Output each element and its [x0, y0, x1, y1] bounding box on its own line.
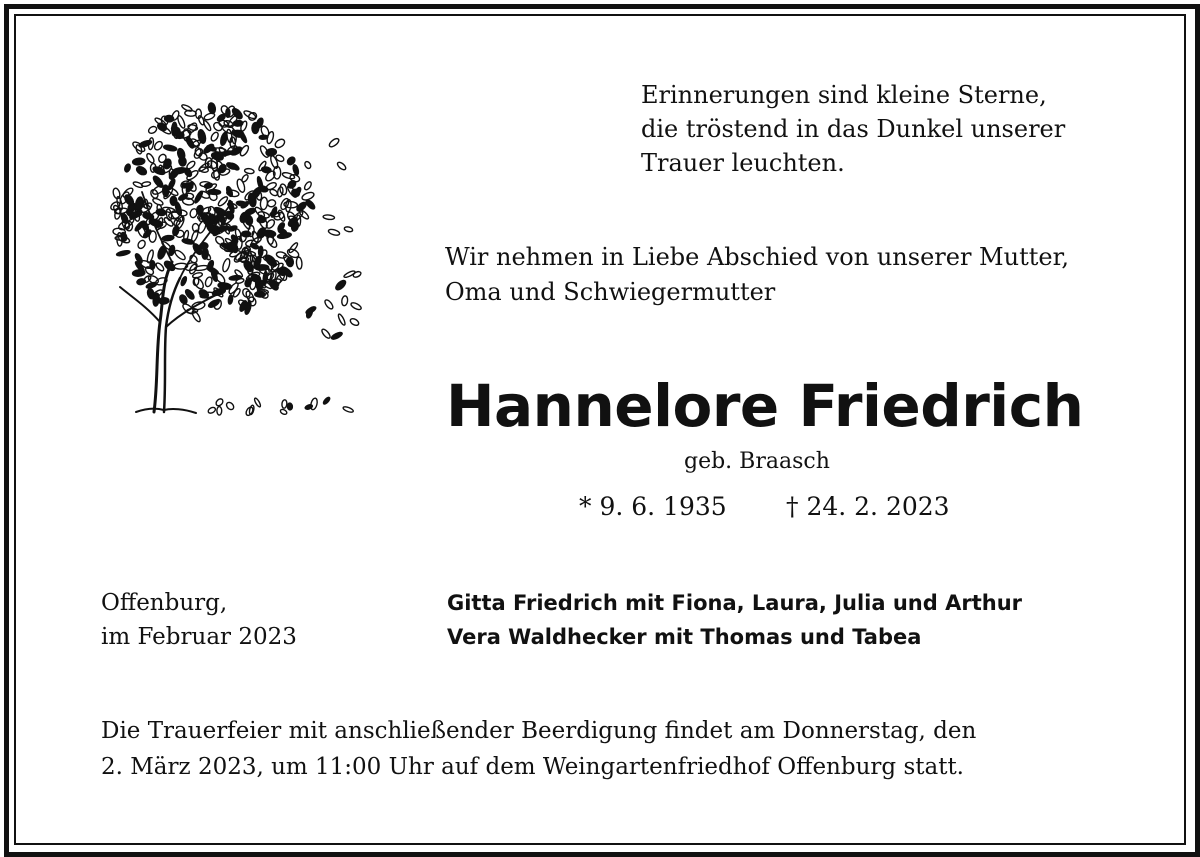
poem-line: Trauer leuchten. [641, 149, 845, 177]
mourner-line: Vera Waldhecker mit Thomas und Tabea [447, 625, 922, 649]
deceased-name: Hannelore Friedrich [446, 372, 1084, 440]
maiden-name: geb. Braasch [684, 449, 830, 474]
intro-line: Wir nehmen in Liebe Abschied von unserer Mutter, [445, 243, 1070, 271]
death-date: † 24. 2. 2023 [786, 492, 950, 521]
funeral-line: 2. März 2023, um 11:00 Uhr auf dem Weingartenfriedhof Offenburg statt. [101, 754, 964, 780]
date-line: im Februar 2023 [101, 624, 297, 650]
mourner-line: Gitta Friedrich mit Fiona, Laura, Julia und Arthur [447, 591, 1023, 615]
poem-quote [641, 78, 1065, 180]
windblown-tree-icon [92, 82, 372, 422]
funeral-notice [101, 713, 976, 785]
poem-line: Erinnerungen sind kleine Sterne, [641, 81, 1047, 109]
funeral-line: Die Trauerfeier mit anschließender Beerdigung findet am Donnerstag, den [101, 718, 977, 744]
birth-date: * 9. 6. 1935 [579, 492, 727, 521]
mourners-list [447, 586, 1022, 654]
poem-line: die tröstend in das Dunkel unserer [641, 115, 1066, 143]
farewell-intro [445, 240, 1069, 310]
intro-line: Oma und Schwiegermutter [445, 278, 776, 306]
place-and-date [101, 586, 297, 654]
place-line: Offenburg, [101, 590, 228, 616]
